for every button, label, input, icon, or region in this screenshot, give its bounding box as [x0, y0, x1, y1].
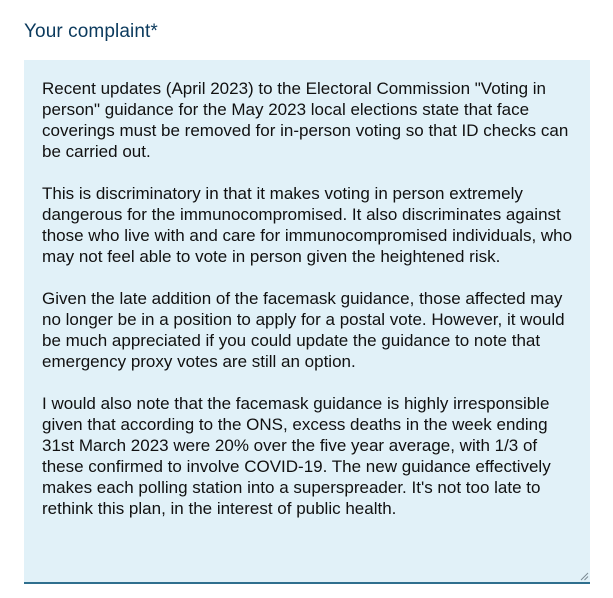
- complaint-textarea[interactable]: [24, 60, 590, 582]
- resize-grip-icon[interactable]: [579, 571, 589, 581]
- complaint-label: Your complaint*: [24, 21, 158, 42]
- complaint-textarea-container: [24, 60, 590, 584]
